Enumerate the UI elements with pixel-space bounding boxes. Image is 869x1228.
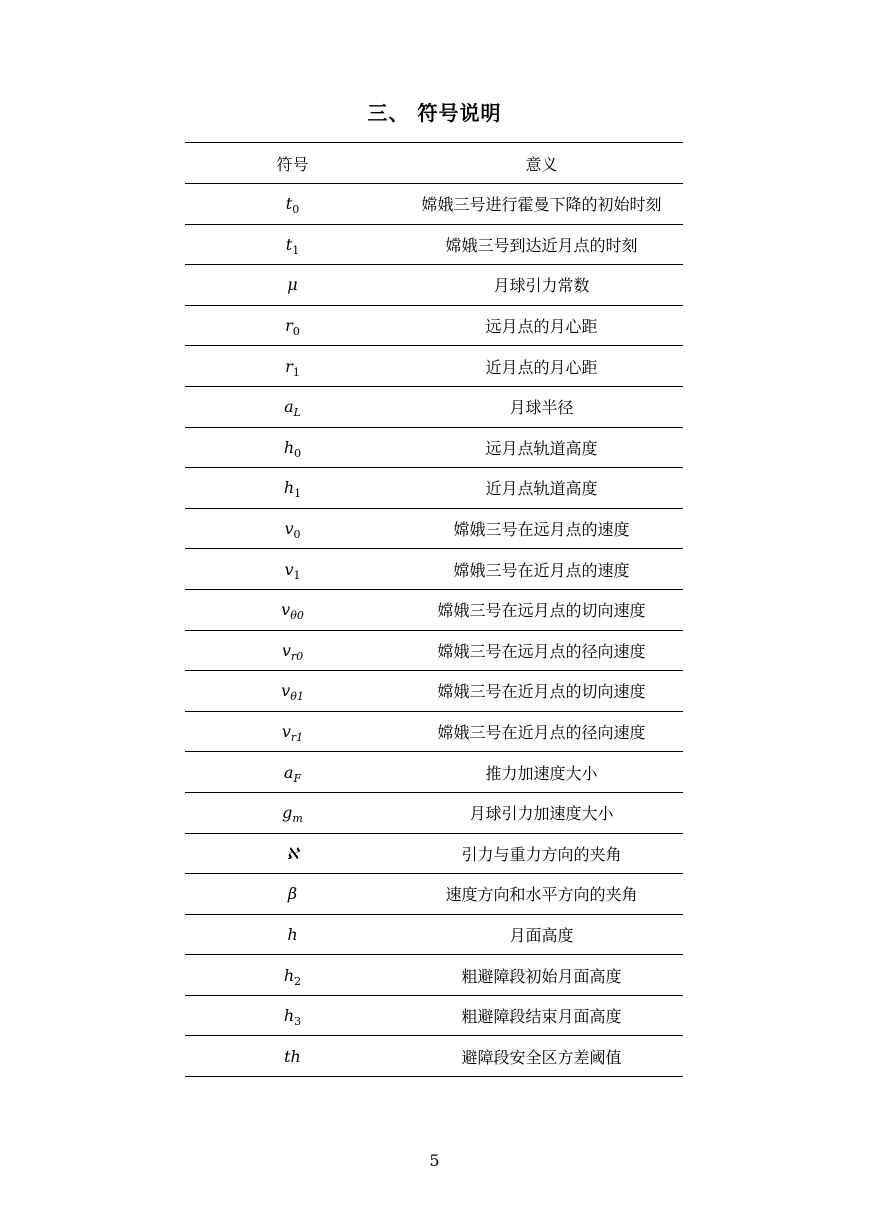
symbol xyxy=(284,519,301,542)
symbol-cell xyxy=(185,549,400,590)
table-row xyxy=(185,386,683,427)
table-row xyxy=(185,914,683,955)
table-row xyxy=(185,874,683,915)
symbol-subscript: m xyxy=(292,812,303,826)
symbol-base: v xyxy=(281,600,291,620)
symbol-cell xyxy=(185,468,400,509)
symbol-base: μ xyxy=(287,275,298,295)
symbol-base: a xyxy=(284,397,294,417)
symbol-base: v xyxy=(281,681,291,701)
table-row xyxy=(185,589,683,630)
meaning-cell: 月球引力常数 xyxy=(400,265,683,306)
table-row xyxy=(185,265,683,306)
symbol xyxy=(281,681,304,704)
symbol-subscript: 1 xyxy=(294,487,302,501)
symbol-base: th xyxy=(284,1046,301,1066)
header-meaning: 意义 xyxy=(400,143,683,184)
symbol xyxy=(285,316,300,339)
symbol-subscript: θ0 xyxy=(290,609,304,623)
table-row xyxy=(185,671,683,712)
symbol-base: h xyxy=(283,1006,295,1026)
symbol-cell xyxy=(185,386,400,427)
table-row xyxy=(185,833,683,874)
symbol-base: g xyxy=(282,803,293,823)
symbol-subscript: 2 xyxy=(294,974,302,988)
meaning-cell: 嫦娥三号在近月点的速度 xyxy=(400,549,683,590)
meaning-cell: 远月点轨道高度 xyxy=(400,427,683,468)
page-number: 5 xyxy=(429,1151,440,1170)
symbol-cell xyxy=(185,346,400,387)
symbol-cell xyxy=(185,671,400,712)
symbol-base: β xyxy=(287,884,298,904)
meaning-cell: 粗避障段结束月面高度 xyxy=(400,995,683,1036)
symbol-cell xyxy=(185,752,400,793)
meaning-cell: 月球引力加速度大小 xyxy=(400,792,683,833)
symbol-base: r xyxy=(285,356,293,376)
symbol xyxy=(284,559,301,582)
table-row xyxy=(185,549,683,590)
meaning-cell: 引力与重力方向的夹角 xyxy=(400,833,683,874)
symbol-cell xyxy=(185,265,400,306)
symbol xyxy=(287,844,299,863)
symbol-cell xyxy=(185,184,400,225)
symbol xyxy=(283,478,302,501)
table-row xyxy=(185,792,683,833)
symbol-base: v xyxy=(281,722,291,742)
symbol-subscript: 1 xyxy=(292,365,300,379)
symbol-cell xyxy=(185,224,400,265)
symbol-cell xyxy=(185,589,400,630)
symbol-cell xyxy=(185,1036,400,1077)
symbol-base: a xyxy=(283,762,294,782)
meaning-cell: 远月点的月心距 xyxy=(400,305,683,346)
symbol-subscript: 1 xyxy=(292,243,300,257)
table-row xyxy=(185,711,683,752)
symbol xyxy=(283,762,302,785)
table-row xyxy=(185,752,683,793)
symbol xyxy=(285,234,300,257)
meaning-cell: 避障段安全区方差阈值 xyxy=(400,1036,683,1077)
table-row xyxy=(185,346,683,387)
table-row xyxy=(185,995,683,1036)
meaning-cell: 月面高度 xyxy=(400,914,683,955)
symbol-base: h xyxy=(283,437,295,457)
symbol-cell xyxy=(185,833,400,874)
meaning-cell: 嫦娥三号在远月点的切向速度 xyxy=(400,589,683,630)
symbol xyxy=(284,1047,301,1066)
meaning-cell: 嫦娥三号到达近月点的时刻 xyxy=(400,224,683,265)
symbol-cell xyxy=(185,955,400,996)
symbol-base: t xyxy=(285,194,293,214)
symbol-base: v xyxy=(284,519,294,539)
meaning-cell: 嫦娥三号在远月点的速度 xyxy=(400,508,683,549)
meaning-cell: 近月点轨道高度 xyxy=(400,468,683,509)
symbol-subscript: r1 xyxy=(290,731,304,745)
symbol xyxy=(288,884,297,903)
symbol-cell xyxy=(185,508,400,549)
symbol-cell xyxy=(185,630,400,671)
header-symbol: 符号 xyxy=(185,143,400,184)
symbol xyxy=(283,437,302,460)
symbol-base: t xyxy=(285,234,293,254)
table-row xyxy=(185,184,683,225)
symbol-base: h xyxy=(283,478,295,498)
symbol-table xyxy=(185,142,683,1077)
symbol-subscript: 0 xyxy=(292,325,300,339)
table-body xyxy=(185,184,683,1077)
symbol-cell xyxy=(185,792,400,833)
symbol xyxy=(284,397,301,420)
table-row xyxy=(185,630,683,671)
symbol-subscript: θ1 xyxy=(290,690,304,704)
table-row xyxy=(185,224,683,265)
symbol-base: h xyxy=(287,924,298,944)
meaning-cell: 粗避障段初始月面高度 xyxy=(400,955,683,996)
symbol-cell xyxy=(185,874,400,915)
meaning-cell: 速度方向和水平方向的夹角 xyxy=(400,874,683,915)
meaning-cell: 推力加速度大小 xyxy=(400,752,683,793)
meaning-cell: 近月点的月心距 xyxy=(400,346,683,387)
symbol-subscript: 3 xyxy=(294,1015,302,1029)
symbol-base: h xyxy=(283,965,295,985)
table-row xyxy=(185,427,683,468)
table-row xyxy=(185,955,683,996)
table-row xyxy=(185,508,683,549)
symbol-subscript: r0 xyxy=(290,649,304,663)
symbol xyxy=(287,275,297,294)
meaning-cell: 嫦娥三号在近月点的切向速度 xyxy=(400,671,683,712)
symbol xyxy=(283,1006,302,1029)
symbol-base: v xyxy=(281,640,291,660)
meaning-cell: 嫦娥三号在近月点的径向速度 xyxy=(400,711,683,752)
symbol xyxy=(285,356,300,379)
table-row xyxy=(185,468,683,509)
symbol xyxy=(285,194,300,217)
symbol xyxy=(281,722,304,745)
table-row xyxy=(185,1036,683,1077)
symbol-subscript: L xyxy=(293,406,301,420)
table-header-row xyxy=(185,143,683,184)
meaning-cell: 月球半径 xyxy=(400,386,683,427)
symbol-subscript: 0 xyxy=(292,203,300,217)
symbol-cell xyxy=(185,427,400,468)
symbol-subscript: 0 xyxy=(294,446,302,460)
meaning-cell: 嫦娥三号进行霍曼下降的初始时刻 xyxy=(400,184,683,225)
table-row xyxy=(185,305,683,346)
symbol-cell xyxy=(185,305,400,346)
symbol-cell xyxy=(185,995,400,1036)
meaning-cell: 嫦娥三号在远月点的径向速度 xyxy=(400,630,683,671)
symbol-cell xyxy=(185,914,400,955)
symbol xyxy=(281,600,304,623)
symbol-subscript: F xyxy=(293,771,302,785)
section-title: 三、 符号说明 xyxy=(367,101,502,125)
symbol-base: v xyxy=(284,559,294,579)
symbol-cell xyxy=(185,711,400,752)
symbol xyxy=(287,925,297,944)
symbol xyxy=(281,640,304,663)
symbol xyxy=(283,965,302,988)
symbol xyxy=(282,803,303,826)
symbol-subscript: 0 xyxy=(293,528,301,542)
symbol-base: r xyxy=(285,316,293,336)
symbol-subscript: 1 xyxy=(293,568,301,582)
symbol-base: ℵ xyxy=(286,843,299,863)
